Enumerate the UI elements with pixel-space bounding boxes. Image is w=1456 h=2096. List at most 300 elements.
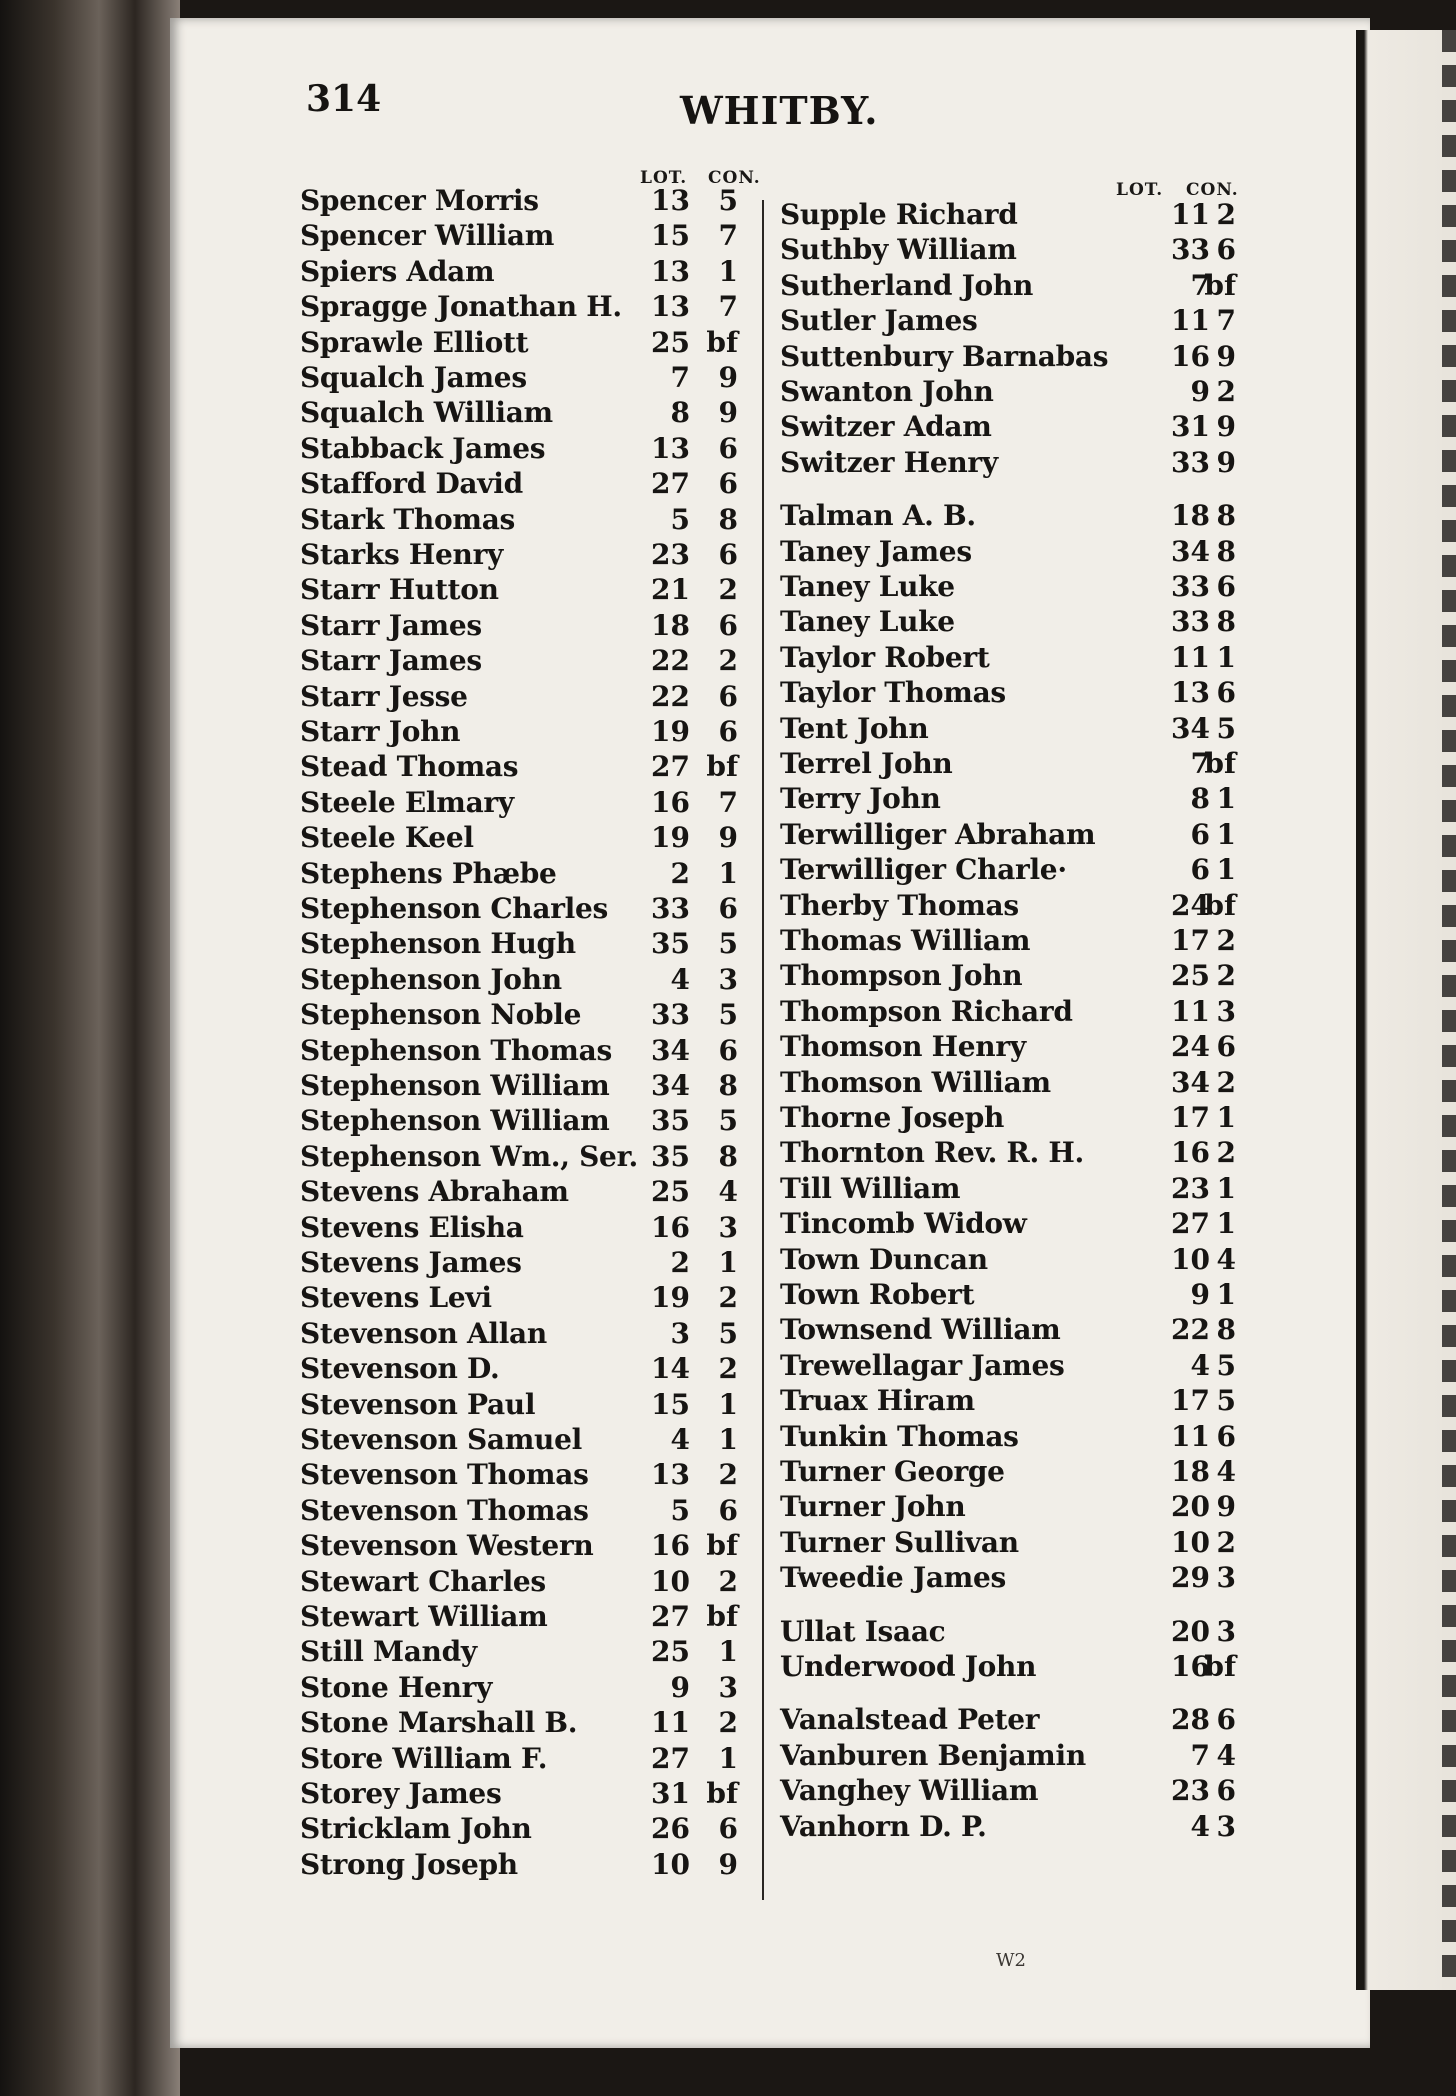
directory-entry xyxy=(780,1312,1240,1348)
entry-con: 5 xyxy=(718,184,738,217)
entry-con: 2 xyxy=(718,1706,738,1740)
entry-name: Vanburen Benjamin xyxy=(780,1738,1086,1772)
entry-name: Stevenson Thomas xyxy=(300,1493,589,1527)
entry-name: Starr Hutton xyxy=(300,573,499,607)
entry-con: 6 xyxy=(718,715,738,748)
directory-entry xyxy=(300,325,742,361)
entry-con: 6 xyxy=(718,431,738,465)
entry-name: Turner George xyxy=(780,1455,1005,1488)
entry-name: Steele Elmary xyxy=(300,785,514,819)
entry-name: Terry John xyxy=(780,782,941,816)
entry-name: Squalch William xyxy=(300,396,553,430)
entry-lot: 8 xyxy=(1190,782,1210,816)
entry-lot: 23 xyxy=(1171,1774,1210,1808)
entry-lot: 27 xyxy=(651,467,690,501)
directory-entry xyxy=(300,856,742,892)
entry-con: 6 xyxy=(1216,233,1236,267)
entry-lot: 19 xyxy=(651,715,690,748)
entry-lot: 11 xyxy=(1171,1419,1210,1453)
running-head: WHITBY. xyxy=(680,88,879,133)
entry-name: Townsend William xyxy=(780,1313,1061,1347)
entry-lot: 23 xyxy=(651,538,690,571)
directory-entry xyxy=(780,604,1240,640)
entry-con: 6 xyxy=(718,1033,738,1067)
entry-name: Stephenson Thomas xyxy=(300,1033,612,1067)
entry-name: Stevens James xyxy=(300,1246,522,1279)
entry-name: Tincomb Widow xyxy=(780,1207,1027,1241)
directory-entry xyxy=(300,1599,742,1635)
entry-lot: 22 xyxy=(651,644,690,678)
entry-lot: 11 xyxy=(1171,994,1210,1028)
entry-con: 8 xyxy=(718,1139,738,1173)
entry-lot: 19 xyxy=(651,821,690,855)
directory-entry xyxy=(300,1316,742,1352)
entry-name: Stark Thomas xyxy=(300,502,515,536)
entry-con: 2 xyxy=(718,644,738,678)
entry-lot: 13 xyxy=(651,290,690,324)
entry-lot: 34 xyxy=(1171,534,1210,568)
directory-entry xyxy=(780,1614,1240,1650)
entry-name: Starr James xyxy=(300,644,482,678)
entry-name: Starr John xyxy=(300,715,461,748)
entry-con: 2 xyxy=(718,1564,738,1598)
entry-name: Thomson Henry xyxy=(780,1030,1026,1064)
entry-name: Vanhorn D. P. xyxy=(780,1809,987,1843)
entry-con: 1 xyxy=(718,1423,738,1456)
entry-con: 6 xyxy=(718,1812,738,1846)
entry-con: bf xyxy=(706,1529,738,1563)
directory-entry xyxy=(780,1277,1240,1313)
entry-lot: 18 xyxy=(1171,499,1210,533)
directory-entry xyxy=(300,1245,742,1281)
entry-con: 2 xyxy=(1216,198,1236,231)
directory-entry xyxy=(780,675,1240,711)
entry-lot: 15 xyxy=(651,1387,690,1421)
entry-name: Stevenson Western xyxy=(300,1529,594,1563)
entry-name: Taylor Robert xyxy=(780,640,990,674)
entry-name: Supple Richard xyxy=(780,198,1018,231)
directory-entry xyxy=(300,1741,742,1777)
directory-entry xyxy=(780,445,1240,481)
entry-lot: 15 xyxy=(651,219,690,253)
entry-lot: 9 xyxy=(1190,375,1210,408)
directory-entry xyxy=(780,1242,1240,1278)
entry-con: 9 xyxy=(718,1847,738,1881)
entry-lot: 7 xyxy=(1190,268,1210,302)
directory-entry xyxy=(300,1351,742,1387)
directory-entry xyxy=(780,1773,1240,1809)
directory-entry xyxy=(300,1634,742,1670)
entry-con: 1 xyxy=(1216,640,1236,674)
directory-entry xyxy=(780,852,1240,888)
entry-name: Stabback James xyxy=(300,431,546,465)
entry-lot: 31 xyxy=(1171,410,1210,444)
entry-lot: 2 xyxy=(670,856,690,890)
directory-entry xyxy=(300,785,742,821)
entry-lot: 7 xyxy=(670,361,690,394)
entry-con: 8 xyxy=(1216,534,1236,568)
entry-lot: 10 xyxy=(651,1847,690,1881)
entry-name: Turner John xyxy=(780,1490,966,1524)
directory-entry xyxy=(780,994,1240,1030)
directory-entry xyxy=(780,1454,1240,1490)
entry-name: Stephenson Noble xyxy=(300,998,582,1032)
entry-lot: 14 xyxy=(651,1352,690,1386)
entry-lot: 27 xyxy=(651,1741,690,1775)
entry-name: Suthby William xyxy=(780,233,1017,267)
entry-con: 4 xyxy=(1216,1738,1236,1772)
entry-name: Spencer William xyxy=(300,219,555,253)
entry-name: Thorne Joseph xyxy=(780,1101,1005,1134)
entry-lot: 2 xyxy=(670,1246,690,1279)
entry-con: 6 xyxy=(1216,1419,1236,1453)
entry-lot: 25 xyxy=(651,325,690,359)
entry-lot: 13 xyxy=(1171,676,1210,710)
entry-name: Town Robert xyxy=(780,1278,975,1311)
entry-con: 6 xyxy=(718,538,738,571)
entry-con: 9 xyxy=(718,361,738,394)
entry-name: Stone Marshall B. xyxy=(300,1706,578,1740)
entry-lot: 31 xyxy=(651,1777,690,1810)
entry-name: Taney Luke xyxy=(780,605,955,639)
entry-con: 1 xyxy=(1216,1171,1236,1205)
entry-name: Tent John xyxy=(780,711,929,745)
entry-lot: 22 xyxy=(1171,1313,1210,1347)
entry-lot: 20 xyxy=(1171,1614,1210,1648)
entry-lot: 11 xyxy=(651,1706,690,1740)
directory-entry xyxy=(780,640,1240,676)
entry-lot: 13 xyxy=(651,431,690,465)
entry-name: Stevenson Paul xyxy=(300,1387,536,1421)
entry-con: 6 xyxy=(1216,1030,1236,1064)
entry-lot: 13 xyxy=(651,184,690,217)
entry-con: 1 xyxy=(1216,1207,1236,1241)
entry-lot: 34 xyxy=(1171,711,1210,745)
directory-entry xyxy=(300,820,742,856)
entry-con: 1 xyxy=(1216,853,1236,887)
directory-entry xyxy=(300,679,742,715)
entry-lot: 25 xyxy=(1171,959,1210,993)
directory-entry xyxy=(780,888,1240,924)
entry-name: Truax Hiram xyxy=(780,1384,975,1418)
entry-con: 3 xyxy=(718,962,738,996)
directory-entry xyxy=(300,537,742,573)
entry-lot: 34 xyxy=(651,1033,690,1067)
entry-name: Steele Keel xyxy=(300,821,474,855)
directory-entry xyxy=(780,746,1240,782)
directory-entry xyxy=(300,962,742,998)
entry-lot: 20 xyxy=(1171,1490,1210,1524)
entry-name: Store William F. xyxy=(300,1741,548,1775)
entry-lot: 33 xyxy=(651,998,690,1032)
entry-name: Stephenson Wm., Ser. xyxy=(300,1139,638,1173)
entry-con: bf xyxy=(706,325,738,359)
entry-name: Stevenson Allan xyxy=(300,1316,547,1350)
entry-name: Stone Henry xyxy=(300,1670,493,1704)
directory-entry xyxy=(780,1100,1240,1136)
entry-lot: 16 xyxy=(1171,339,1210,373)
entry-name: Stephenson Hugh xyxy=(300,927,576,961)
entry-lot: 33 xyxy=(1171,570,1210,603)
entry-con: 6 xyxy=(718,892,738,925)
right-lot-header: LOT. xyxy=(1116,180,1164,200)
entry-name: Talman A. B. xyxy=(780,499,976,533)
entry-con: 2 xyxy=(718,573,738,607)
entry-lot: 26 xyxy=(651,1812,690,1846)
entry-lot: 18 xyxy=(651,608,690,642)
entry-con: 1 xyxy=(718,254,738,288)
directory-entry xyxy=(300,643,742,679)
entry-con: 6 xyxy=(718,679,738,713)
entry-name: Thompson Richard xyxy=(780,994,1073,1028)
directory-entry xyxy=(300,1280,742,1316)
entry-name: Vanghey William xyxy=(780,1774,1039,1808)
directory-entry xyxy=(300,1457,742,1493)
entry-con: 5 xyxy=(718,927,738,961)
entry-con: 9 xyxy=(718,821,738,855)
entry-name: Strong Joseph xyxy=(300,1847,518,1881)
directory-entry xyxy=(300,466,742,502)
entry-con: 8 xyxy=(1216,1313,1236,1347)
entry-con: 3 xyxy=(1216,994,1236,1028)
entry-name: Stephenson John xyxy=(300,962,562,996)
directory-entry xyxy=(300,749,742,785)
entry-lot: 23 xyxy=(1171,1171,1210,1205)
entry-name: Terrel John xyxy=(780,747,953,780)
directory-entry xyxy=(300,1564,742,1600)
entry-con: bf xyxy=(706,1600,738,1633)
entry-con: bf xyxy=(1204,888,1236,922)
directory-entry xyxy=(300,1174,742,1210)
entry-lot: 19 xyxy=(651,1281,690,1315)
directory-entry xyxy=(780,1702,1240,1738)
entry-name: Till William xyxy=(780,1171,961,1205)
entry-name: Thornton Rev. R. H. xyxy=(780,1136,1084,1170)
entry-lot: 33 xyxy=(651,892,690,925)
entry-name: Stevens Abraham xyxy=(300,1175,569,1209)
entry-name: Spencer Morris xyxy=(300,184,539,217)
entry-con: 3 xyxy=(1216,1809,1236,1843)
entry-name: Thompson John xyxy=(780,959,1023,993)
directory-entry xyxy=(780,1560,1240,1596)
directory-entry xyxy=(300,926,742,962)
entry-name: Thomson William xyxy=(780,1065,1051,1099)
entry-con: 5 xyxy=(718,1104,738,1138)
entry-lot: 4 xyxy=(670,962,690,996)
entry-con: 5 xyxy=(718,1316,738,1350)
entry-name: Suttenbury Barnabas xyxy=(780,339,1109,373)
entry-con: 2 xyxy=(1216,924,1236,957)
directory-entry xyxy=(780,1525,1240,1561)
entry-lot: 22 xyxy=(651,679,690,713)
entry-con: 3 xyxy=(1216,1561,1236,1595)
entry-con: 1 xyxy=(718,1246,738,1279)
entry-name: Stevenson D. xyxy=(300,1352,500,1386)
directory-entry xyxy=(780,1419,1240,1455)
left-con-header: CON. xyxy=(708,168,761,188)
directory-entry xyxy=(780,817,1240,853)
entry-con: 7 xyxy=(718,290,738,324)
directory-entry xyxy=(300,1847,742,1883)
entry-con: 4 xyxy=(1216,1455,1236,1488)
entry-con: 1 xyxy=(1216,782,1236,816)
directory-entry xyxy=(300,1033,742,1069)
entry-lot: 34 xyxy=(1171,1065,1210,1099)
entry-name: Tweedie James xyxy=(780,1561,1006,1595)
entry-lot: 25 xyxy=(651,1635,690,1669)
directory-entry xyxy=(300,997,742,1033)
entry-con: 7 xyxy=(718,785,738,819)
entry-con: 8 xyxy=(718,502,738,536)
entry-con: 9 xyxy=(1216,339,1236,373)
directory-entry xyxy=(300,289,742,325)
column-divider xyxy=(762,200,764,1900)
directory-entry xyxy=(780,1649,1240,1685)
book-spine xyxy=(0,0,180,2096)
entry-name: Stevens Elisha xyxy=(300,1210,524,1244)
page-number: 314 xyxy=(306,78,382,120)
directory-entry xyxy=(300,1528,742,1564)
entry-con: 8 xyxy=(1216,499,1236,533)
directory-entry xyxy=(300,1068,742,1104)
entry-name: Ullat Isaac xyxy=(780,1614,946,1648)
entry-lot: 16 xyxy=(651,1210,690,1244)
entry-con: 4 xyxy=(718,1175,738,1209)
entry-lot: 18 xyxy=(1171,1455,1210,1488)
entry-lot: 10 xyxy=(651,1564,690,1598)
entry-con: 2 xyxy=(718,1458,738,1492)
entry-lot: 5 xyxy=(670,1493,690,1527)
entry-lot: 35 xyxy=(651,927,690,961)
entry-con: 6 xyxy=(1216,676,1236,710)
entry-con: 2 xyxy=(718,1281,738,1315)
directory-entry xyxy=(300,1387,742,1423)
entry-lot: 29 xyxy=(1171,1561,1210,1595)
directory-entry xyxy=(780,498,1240,534)
entry-con: 2 xyxy=(1216,1065,1236,1099)
entry-lot: 7 xyxy=(1190,1738,1210,1772)
entry-con: 1 xyxy=(1216,1278,1236,1311)
entry-lot: 13 xyxy=(651,254,690,288)
entry-lot: 25 xyxy=(651,1175,690,1209)
entry-lot: 27 xyxy=(1171,1207,1210,1241)
directory-entry xyxy=(300,1103,742,1139)
entry-lot: 13 xyxy=(651,1458,690,1492)
directory-entry xyxy=(300,1493,742,1529)
entry-con: 5 xyxy=(1216,711,1236,745)
directory-entry xyxy=(780,1348,1240,1384)
entry-con: 7 xyxy=(718,219,738,253)
directory-entry xyxy=(300,254,742,290)
directory-entry xyxy=(780,339,1240,375)
directory-entry xyxy=(300,395,742,431)
entry-con: 6 xyxy=(718,467,738,501)
entry-lot: 35 xyxy=(651,1104,690,1138)
directory-entry xyxy=(780,1489,1240,1525)
entry-con: 5 xyxy=(1216,1384,1236,1418)
entry-con: bf xyxy=(1204,1650,1236,1683)
directory-entry xyxy=(300,431,742,467)
entry-name: Stevenson Thomas xyxy=(300,1458,589,1492)
entry-lot: 21 xyxy=(651,573,690,607)
entry-lot: 4 xyxy=(670,1423,690,1456)
entry-name: Taylor Thomas xyxy=(780,676,1006,710)
directory-entry xyxy=(780,781,1240,817)
facing-page-bleed xyxy=(1442,30,1456,1990)
left-lot-header: LOT. xyxy=(640,168,688,188)
entry-lot: 35 xyxy=(651,1139,690,1173)
entry-con: bf xyxy=(706,750,738,784)
entry-name: Sutherland John xyxy=(780,268,1034,302)
entry-lot: 8 xyxy=(670,396,690,430)
entry-lot: 34 xyxy=(651,1069,690,1102)
entry-con: 6 xyxy=(1216,1703,1236,1737)
entry-lot: 4 xyxy=(1190,1809,1210,1843)
entry-lot: 17 xyxy=(1171,1384,1210,1418)
entry-con: 2 xyxy=(1216,1136,1236,1170)
entry-con: 6 xyxy=(1216,570,1236,603)
entry-name: Stafford David xyxy=(300,467,523,501)
entry-name: Therby Thomas xyxy=(780,888,1019,922)
entry-name: Stephens Phæbe xyxy=(300,856,557,890)
directory-entry xyxy=(780,268,1240,304)
directory-entry xyxy=(780,711,1240,747)
directory-entry xyxy=(300,1210,742,1246)
entry-con: 1 xyxy=(718,1741,738,1775)
entry-con: bf xyxy=(1204,268,1236,302)
entry-lot: 27 xyxy=(651,1600,690,1633)
directory-entry xyxy=(300,1811,742,1847)
entry-lot: 11 xyxy=(1171,198,1210,231)
entry-con: 2 xyxy=(1216,959,1236,993)
entry-name: Underwood John xyxy=(780,1650,1037,1683)
directory-entry xyxy=(780,1206,1240,1242)
directory-entry xyxy=(780,1065,1240,1101)
directory-entry xyxy=(780,1171,1240,1207)
entry-lot: 16 xyxy=(1171,1650,1210,1683)
entry-name: Taney James xyxy=(780,534,972,568)
entry-name: Terwilliger Abraham xyxy=(780,817,1096,851)
entry-name: Tunkin Thomas xyxy=(780,1419,1019,1453)
directory-entry xyxy=(780,374,1240,410)
directory-entry xyxy=(780,958,1240,994)
entry-lot: 16 xyxy=(651,1529,690,1563)
entry-name: Starr James xyxy=(300,608,482,642)
directory-entry xyxy=(780,197,1240,233)
entry-lot: 33 xyxy=(1171,445,1210,479)
directory-entry xyxy=(300,1139,742,1175)
entry-con: 6 xyxy=(1216,1774,1236,1808)
entry-con: 2 xyxy=(1216,1525,1236,1559)
facing-page-edge xyxy=(1356,30,1456,1990)
entry-name: Still Mandy xyxy=(300,1635,477,1669)
entry-con: bf xyxy=(706,1777,738,1810)
entry-lot: 11 xyxy=(1171,640,1210,674)
entry-name: Squalch James xyxy=(300,361,527,394)
directory-entry xyxy=(780,1383,1240,1419)
entry-lot: 16 xyxy=(651,785,690,819)
entry-name: Stewart William xyxy=(300,1600,548,1633)
entry-name: Vanalstead Peter xyxy=(780,1703,1040,1737)
entry-con: 1 xyxy=(1216,817,1236,851)
entry-name: Stewart Charles xyxy=(300,1564,546,1598)
footer-mark: W2 xyxy=(996,1950,1026,1971)
entry-lot: 3 xyxy=(670,1316,690,1350)
directory-entry xyxy=(300,572,742,608)
entry-name: Starks Henry xyxy=(300,538,504,571)
entry-name: Switzer Henry xyxy=(780,445,998,479)
entry-lot: 11 xyxy=(1171,304,1210,338)
